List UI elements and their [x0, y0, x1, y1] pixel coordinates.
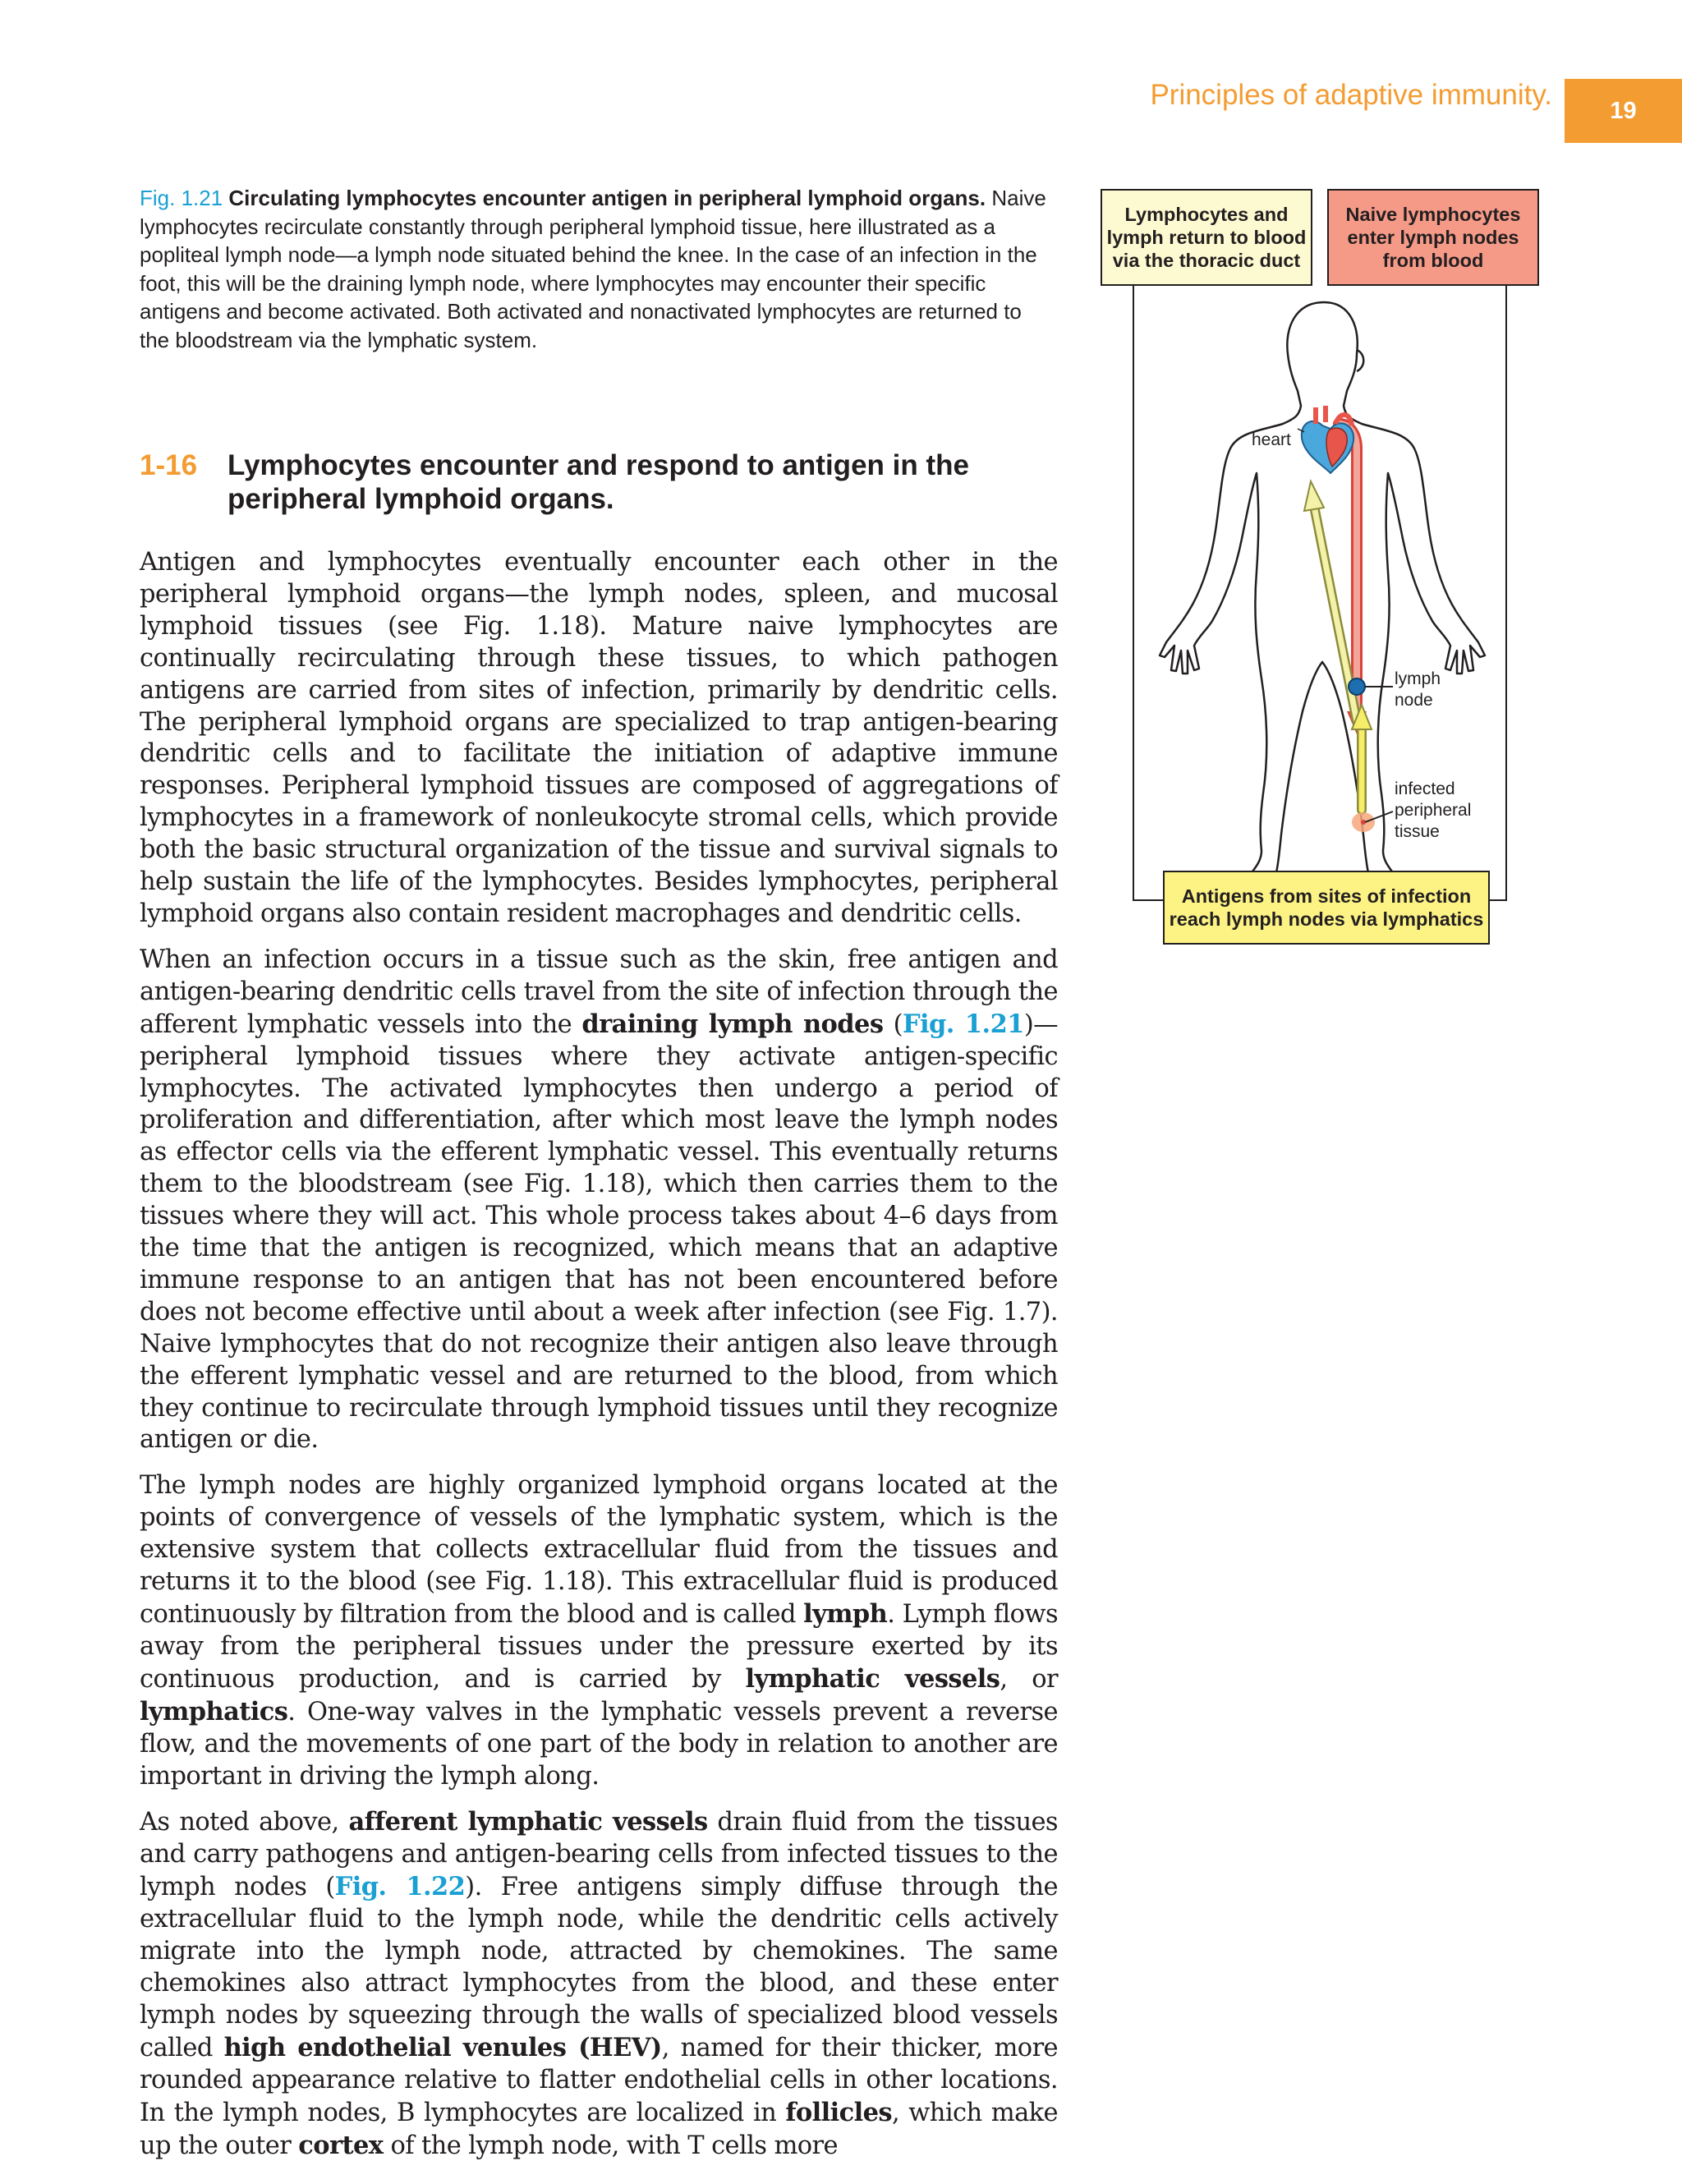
text-run: , named for their thicker, more rounded appearance relative to flatter endothelial cells in other locations. In the lymph nodes, B lymphocytes are localized in [140, 2033, 1058, 2127]
body-text [140, 547, 1058, 2176]
section-title: Lymphocytes encounter and respond to antigen in the peripheral lymphoid organs. [227, 449, 969, 515]
figure-illustration [1101, 186, 1560, 966]
text-run: As noted above, [140, 1808, 349, 1837]
text-run: ). Free antigens simply diffuse through the extracellular fluid to the lymph node, while the dendritic cells actively migrate into the lymph node, attracted by chemokines. The same chemokines also attract lymphocytes from the blood, and these enter lymph nodes by squeezing through the walls of specialized blood vessels called [140, 1873, 1059, 2062]
text-run: ( [883, 1009, 903, 1039]
key-term-lymph: lymph [803, 1599, 888, 1629]
caption-figure-title: Circulating lymphocytes encounter antigen in peripheral lymphoid organs. [228, 186, 986, 210]
key-term-lymphatics: lymphatics [140, 1696, 288, 1727]
key-term-afferent-lymphatic-vessels: afferent lymphatic vessels [348, 1807, 708, 1837]
page-number: 19 [1565, 79, 1682, 143]
lymph-node-dot [1349, 678, 1365, 695]
running-header-title: Principles of adaptive immunity. [1150, 79, 1552, 111]
text-run: The lymph nodes are highly organized lymphoid organs located at the points of convergence of vessels of the lymphatic system, which is the extensive system that collects extracellular fluid from the tissues and returns it to the blood (see Fig. 1.18). This extracellular fluid is produced continuously by filtration from the blood and is called [140, 1471, 1058, 1629]
text-run: When an infection occurs in a tissue such as the skin, free antigen and antigen-bearing dendritic cells travel from the site of infection through the afferent lymphatic vessels into the [140, 945, 1058, 1039]
paragraph-3 [140, 1470, 1058, 1792]
text-run: of the lymph node, with T cells more [383, 2131, 838, 2160]
caption-text: Naive lymphocytes recirculate constantly through peripheral lymphoid tissue, here illustrated as a popliteal lymph node—a lymph node situated behind the knee. In the case of an infection in the foot, this will be the draining lymph node, where lymphocytes may encounter their specific antigens and become activated. Both activated and nonactivated lymphocytes are returned to the bloodstream via the lymphatic system. [140, 186, 1046, 352]
section-number: 1-16 [140, 449, 198, 481]
caption-figure-label: Fig. 1.21 [140, 186, 223, 210]
box-antigens-via-lymphatics: Antigens from sites of infection reach lymph nodes via lymphatics [1163, 871, 1490, 945]
figure-reference-link[interactable]: Fig. 1.21 [902, 1009, 1024, 1039]
key-term-cortex: cortex [298, 2130, 384, 2160]
label-heart: heart [1252, 430, 1291, 449]
label-infected-peripheral-tissue: infected peripheral tissue [1395, 779, 1472, 841]
text-run: , or [1000, 1664, 1058, 1694]
text-run: drain fluid from the tissues and carry pathogens and antigen-bearing cells from infected tissues to the lymph nodes ( [140, 1808, 1058, 1902]
connector-left [1133, 286, 1163, 900]
paragraph-4 [140, 1806, 1058, 2162]
key-term-lymphatic-vessels: lymphatic vessels [745, 1663, 1000, 1694]
body-diagram [1101, 186, 1560, 966]
paragraph-1: Antigen and lymphocytes eventually encounter each other in the peripheral lymphoid organs—the lymph nodes, spleen, and mucosal lymphoid tissues (see Fig. 1.18). Mature naive lymphocytes are continually recirculating through these tissues, to which pathogen antigens are carried from sites of infection, primarily by dendritic cells. The peripheral lymphoid organs are specialized to trap antigen-bearing dendritic cells and to facilitate the initiation of adaptive immune responses. Peripheral lymphoid tissues are composed of aggregations of lymphocytes in a framework of nonleukocyte stromal cells, which provide both the basic structural organization of the tissue and survival signals to help sustain the life of the lymphocytes. Besides lymphocytes, peripheral lymphoid organs also contain resident macrophages and dendritic cells. [140, 548, 1058, 928]
label-lymph-node: lymph node [1395, 669, 1441, 710]
paragraph-2 [140, 945, 1058, 1457]
key-term-hev: high endothelial venules (HEV) [223, 2032, 662, 2062]
key-term-follicles: follicles [785, 2097, 892, 2127]
text-run: , which make up the outer [140, 2098, 1058, 2160]
figure-reference-link[interactable]: Fig. 1.22 [334, 1872, 466, 1902]
text-run: . Lymph flows away from the peripheral tissues under the pressure exerted by its continuous production, and is carried by [140, 1600, 1058, 1694]
section-heading [140, 448, 1059, 516]
key-term-draining-lymph-nodes: draining lymph nodes [581, 1009, 884, 1039]
figure-caption [140, 184, 1050, 354]
box-thoracic-duct-return: Lymphocytes and lymph return to blood via the thoracic duct [1101, 189, 1312, 286]
text-run: . One-way valves in the lymphatic vessels prevent a reverse flow, and the movements of one part of the body in relation to another are important in driving the lymph along. [140, 1697, 1058, 1791]
text-run: )—peripheral lymphoid tissues where they activate antigen-specific lymphocytes. The activated lymphocytes then undergo a period of proliferation and differentiation, after which most leave the lymph nodes as effector cells via the efferent lymphatic vessel. This eventually returns them to the bloodstream (see Fig. 1.18), which then carries them to the tissues where they will act. This whole process takes about 4–6 days from the time that the antigen is recognized, which means that an adaptive immune response to an antigen that has not been encountered before does not become effective until about a week after infection (see Fig. 1.7). Naive lymphocytes that do not recognize their antigen also leave through the efferent lymphatic vessel and are returned to the blood, from which they continue to recirculate through lymphoid tissues until they recognize antigen or die. [140, 1009, 1059, 1455]
box-naive-lymphocytes-enter: Naive lymphocytes enter lymph nodes from blood [1327, 189, 1539, 286]
connector-right [1490, 286, 1506, 900]
